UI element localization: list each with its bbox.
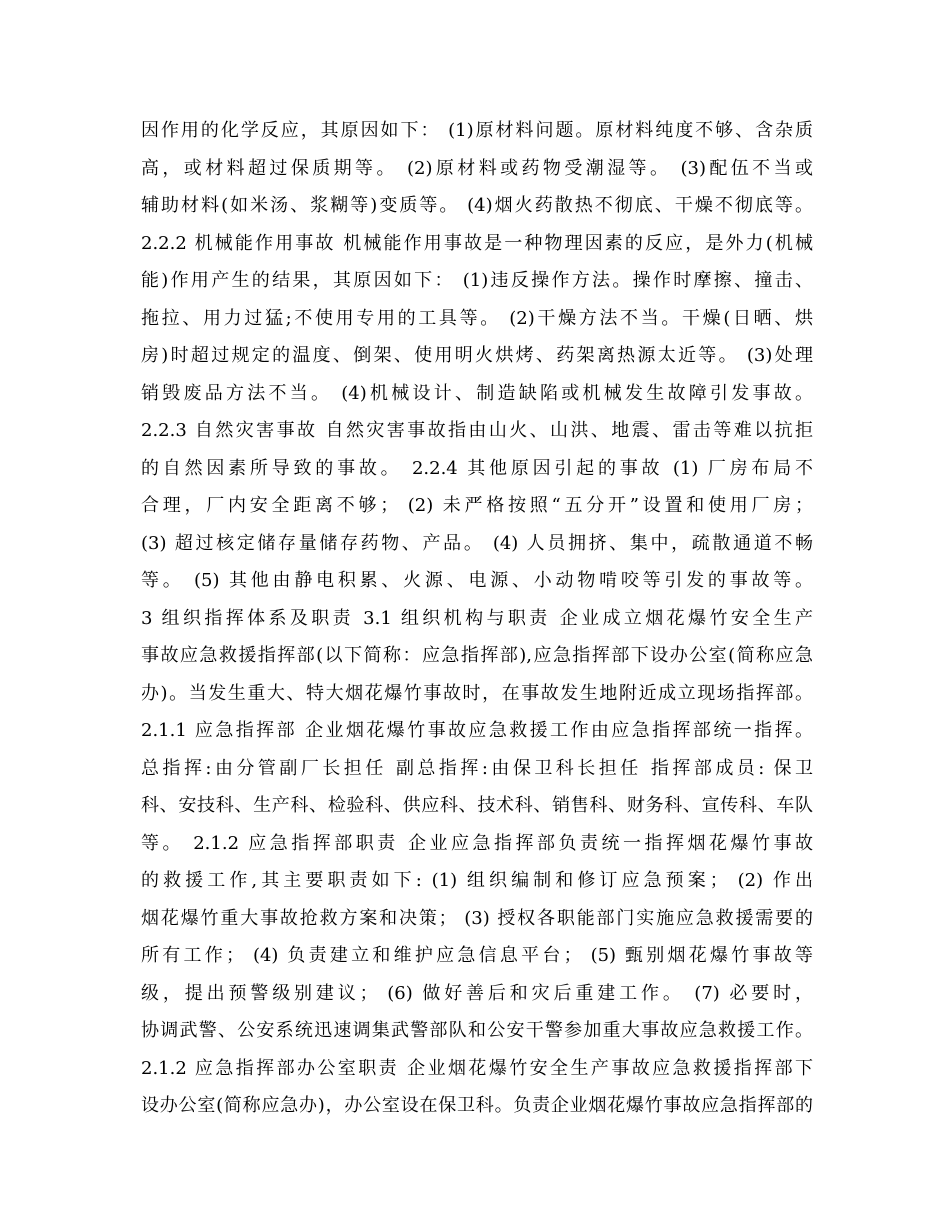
text-line: 协调武警、公安系统迅速调集武警部队和公安干警参加重大事故应急救援工作。	[141, 1020, 813, 1041]
text-line: 销毁废品方法不当。 (4)机械设计、制造缺陷或机械发生故障引发事故。	[141, 382, 813, 404]
text-line: 所有工作； (4) 负责建立和维护应急信息平台； (5) 甄别烟花爆竹事故等	[141, 945, 813, 966]
text-line: 高，或材料超过保质期等。 (2)原材料或药物受潮湿等。 (3)配伍不当或	[141, 157, 813, 179]
text-line: 3 组织指挥体系及职责 3.1 组织机构与职责 企业成立烟花爆竹安全生产	[141, 607, 813, 629]
text-line: 总指挥:由分管副厂长担任 副总指挥:由保卫科长担任 指挥部成员: 保卫	[141, 757, 813, 779]
text-line: 拖拉、用力过猛;不使用专用的工具等。 (2)干燥方法不当。干燥(日晒、烘	[141, 307, 813, 329]
text-line: (3) 超过核定储存量储存药物、产品。 (4) 人员拥挤、集中，疏散通道不畅	[141, 532, 813, 554]
text-line: 事故应急救援指挥部(以下简称：应急指挥部),应急指挥部下设办公室(简称应急	[141, 645, 813, 666]
text-line: 烟花爆竹重大事故抢救方案和决策； (3) 授权各职能部门实施应急救援需要的	[141, 907, 813, 929]
text-line: 合理，厂内安全距离不够； (2) 未严格按照“五分开”设置和使用厂房；	[141, 495, 813, 516]
text-line: 等。 2.1.2 应急指挥部职责 企业应急指挥部负责统一指挥烟花爆竹事故	[141, 832, 813, 854]
text-line: 因作用的化学反应，其原因如下： (1)原材料问题。原材料纯度不够、含杂质	[141, 120, 813, 141]
text-line: 等。 (5) 其他由静电积累、火源、电源、小动物啃咬等引发的事故等。	[141, 570, 813, 591]
text-line: 办)。当发生重大、特大烟花爆竹事故时，在事故发生地附近成立现场指挥部。	[141, 682, 813, 704]
text-line: 的救援工作,其主要职责如下: (1) 组织编制和修订应急预案； (2) 作出	[141, 870, 813, 891]
text-line: 的自然因素所导致的事故。 2.2.4 其他原因引起的事故 (1) 厂房布局不	[141, 457, 813, 479]
text-line: 2.1.1 应急指挥部 企业烟花爆竹事故应急救援工作由应急指挥部统一指挥。	[141, 720, 813, 741]
text-line: 辅助材料(如米汤、浆糊等)变质等。 (4)烟火药散热不彻底、干燥不彻底等。	[141, 195, 813, 216]
text-line: 2.2.3 自然灾害事故 自然灾害事故指由山火、山洪、地震、雷击等难以抗拒	[141, 420, 813, 441]
text-line: 科、安技科、生产科、检验科、供应科、技术科、销售科、财务科、宣传科、车队	[141, 795, 813, 816]
text-line: 能)作用产生的结果，其原因如下： (1)违反操作方法。操作时摩擦、撞击、	[141, 270, 813, 291]
text-line: 级，提出预警级别建议； (6) 做好善后和灾后重建工作。 (7) 必要时，	[141, 982, 813, 1004]
text-line: 房)时超过规定的温度、倒架、使用明火烘烤、药架离热源太近等。 (3)处理	[141, 345, 813, 366]
body-text	[141, 112, 813, 1125]
text-line: 设办公室(简称应急办)，办公室设在保卫科。负责企业烟花爆竹事故应急指挥部的	[141, 1095, 813, 1116]
text-line: 2.2.2 机械能作用事故 机械能作用事故是一种物理因素的反应，是外力(机械	[141, 232, 813, 254]
text-line: 2.1.2 应急指挥部办公室职责 企业烟花爆竹安全生产事故应急救援指挥部下	[141, 1057, 813, 1079]
